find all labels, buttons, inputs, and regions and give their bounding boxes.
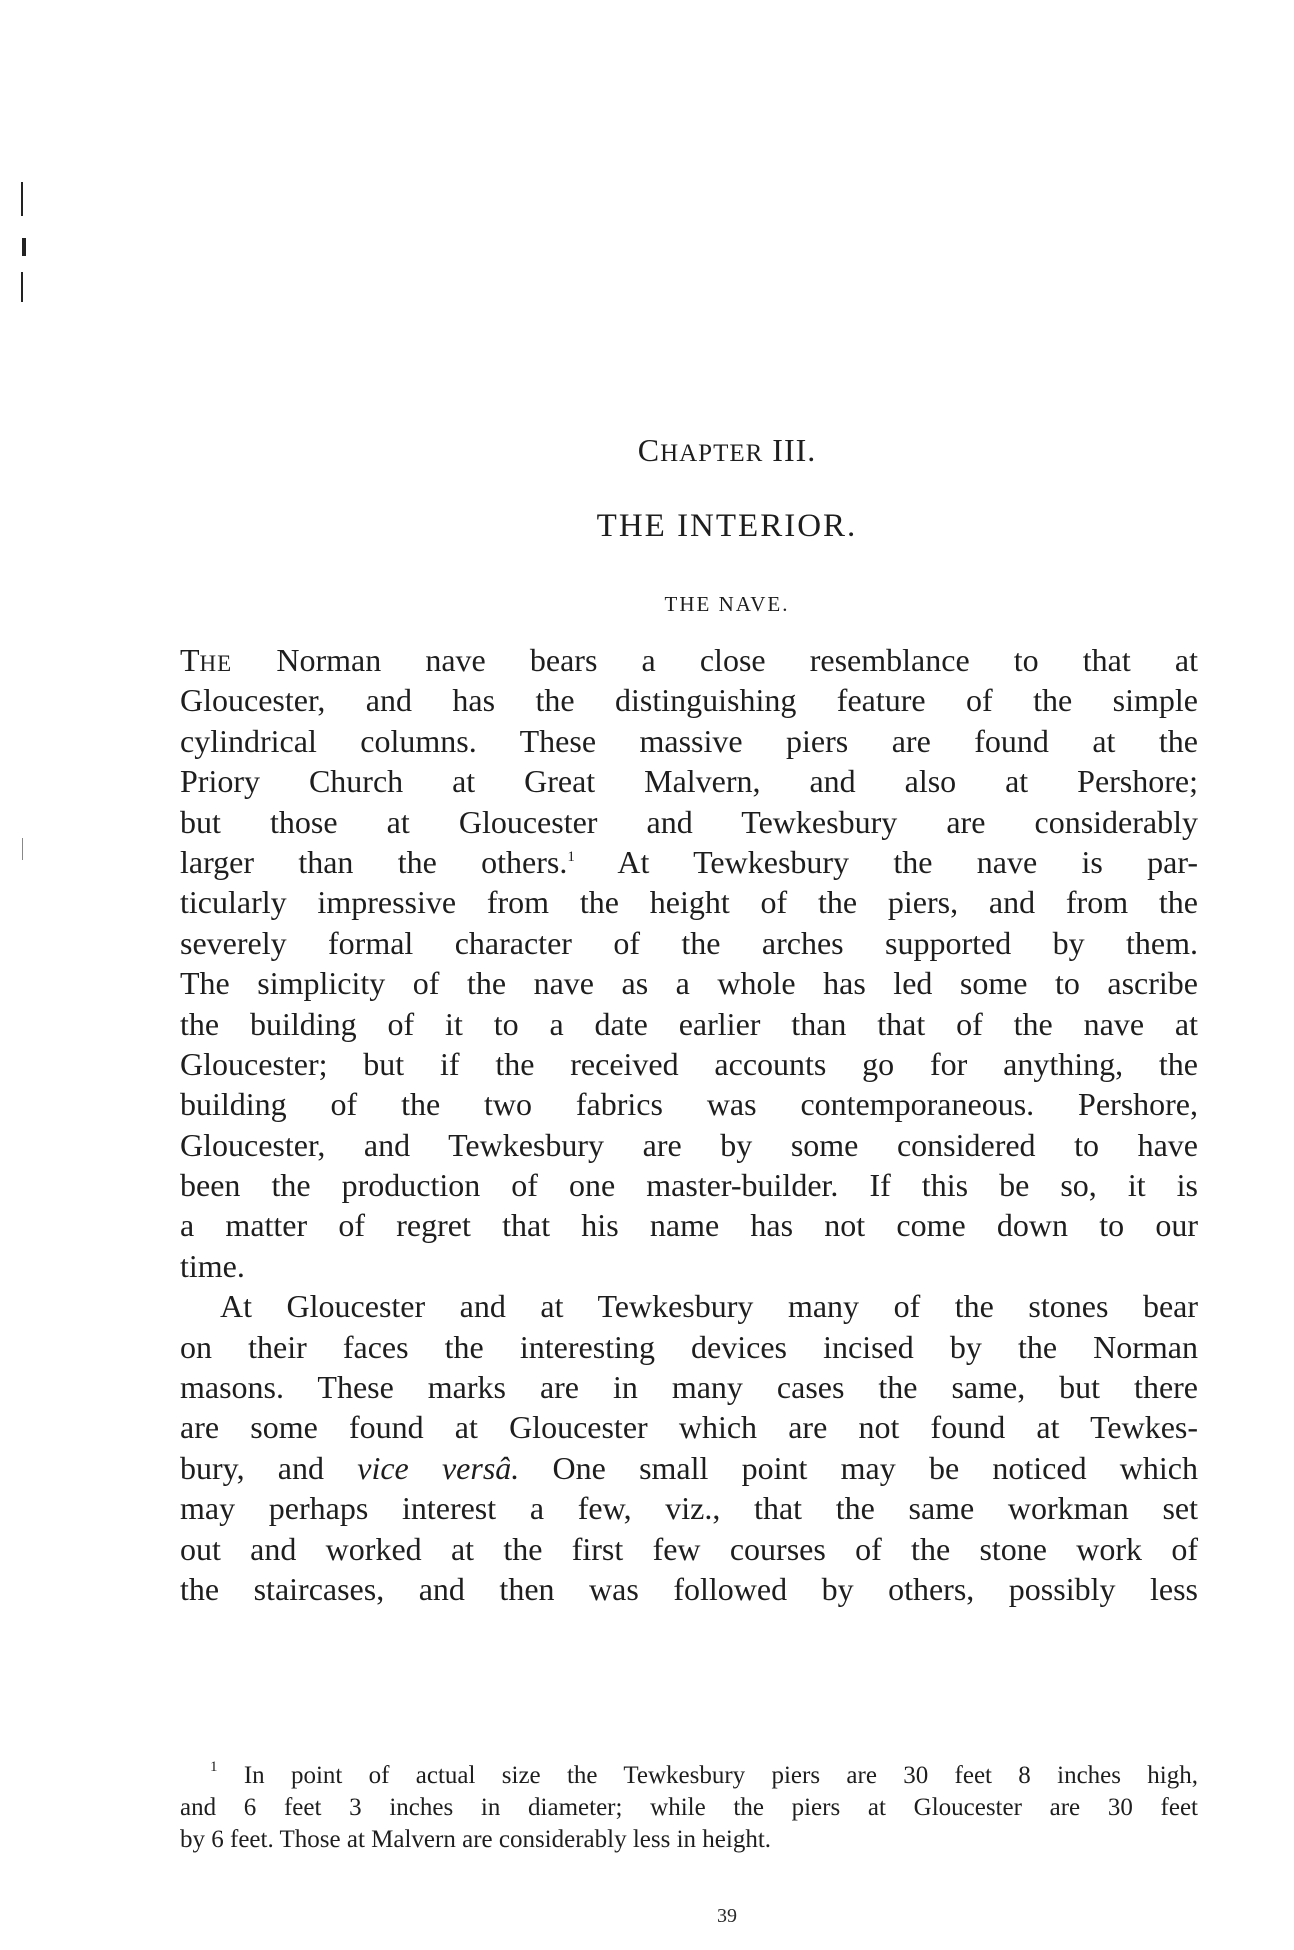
text-line: ticularly impressive from the height of the piers, and from the xyxy=(180,884,1198,921)
text-line: Gloucester, and has the distinguishing feature of the simple xyxy=(180,682,1198,719)
text-line: severely formal character of the arches supported by them. xyxy=(180,924,1198,961)
chapter-heading xyxy=(0,432,1294,469)
footnote-reference: 1 xyxy=(567,848,575,865)
text-line: cylindrical columns. These massive piers are found at the xyxy=(180,722,1198,759)
scan-mark xyxy=(21,272,23,302)
footnote-line: by 6 feet. Those at Malvern are considerably less in height. xyxy=(180,1826,772,1853)
text-line: At Gloucester and at Tewkesbury many of the stones bear xyxy=(220,1288,1198,1325)
scan-mark xyxy=(22,238,26,256)
text-line: building of the two fabrics was contemporaneous. Pershore, xyxy=(180,1086,1198,1123)
text-line: the staircases, and then was followed by others, possibly less xyxy=(180,1570,1198,1607)
text-line: on their faces the interesting devices incised by the Norman xyxy=(180,1328,1198,1365)
text-line: out and worked at the first few courses of the stone work of xyxy=(180,1530,1198,1567)
text-line: Gloucester, and Tewkesbury are by some considered to have xyxy=(180,1126,1198,1163)
text-line: the building of it to a date earlier than that of the nave at xyxy=(180,1005,1198,1042)
page-number: 39 xyxy=(717,1905,737,1927)
text-line: are some found at Gloucester which are not found at Tewkes- xyxy=(180,1409,1198,1446)
italic-phrase: vice versâ. xyxy=(357,1449,520,1486)
footnote xyxy=(180,1760,1198,1856)
text-line: larger than the others.$^1$ At Tewkesbury the nave is par- xyxy=(180,843,1198,880)
chapter-first-letter: C xyxy=(637,432,661,468)
chapter-numeral: III. xyxy=(772,432,817,468)
section-heading: THE NAVE. xyxy=(664,592,790,616)
body-text xyxy=(180,640,1198,1609)
text-line: Gloucester; but if the received accounts go for anything, the xyxy=(180,1045,1198,1082)
text-line: masons. These marks are in many cases the same, but there xyxy=(180,1369,1198,1406)
text-line: may perhaps interest a few, viz., that the same workman set xyxy=(180,1490,1198,1527)
text-line: THE Norman nave bears a close resemblance to that at xyxy=(180,642,1198,678)
text-line: Priory Church at Great Malvern, and also at Pershore; xyxy=(180,763,1198,800)
scan-mark xyxy=(22,838,23,860)
footnote-marker: 1 xyxy=(210,1759,218,1775)
chapter-word: HAPTER xyxy=(660,440,764,467)
chapter-title: THE INTERIOR. xyxy=(596,508,858,544)
text-line: time. xyxy=(180,1247,245,1284)
first-word-cap: T xyxy=(180,642,200,678)
text-line: a matter of regret that his name has not come down to our xyxy=(180,1207,1198,1244)
text-line: bury, and vice versâ. One small point may be noticed which xyxy=(180,1449,1199,1486)
text-line: The simplicity of the nave as a whole has led some to ascribe xyxy=(180,965,1198,1002)
scan-mark xyxy=(21,182,23,216)
text-line: been the production of one master-builder. If this be so, it is xyxy=(180,1167,1198,1204)
footnote-line: and 6 feet 3 inches in diameter; while the piers at Gloucester are 30 feet xyxy=(180,1794,1198,1821)
first-word-rest: HE xyxy=(199,651,233,676)
text-line: but those at Gloucester and Tewkesbury are considerably xyxy=(180,803,1198,840)
footnote-line: $^1$ In point of actual size the Tewkesbury piers are 30 feet 8 inches high, xyxy=(210,1759,1198,1789)
